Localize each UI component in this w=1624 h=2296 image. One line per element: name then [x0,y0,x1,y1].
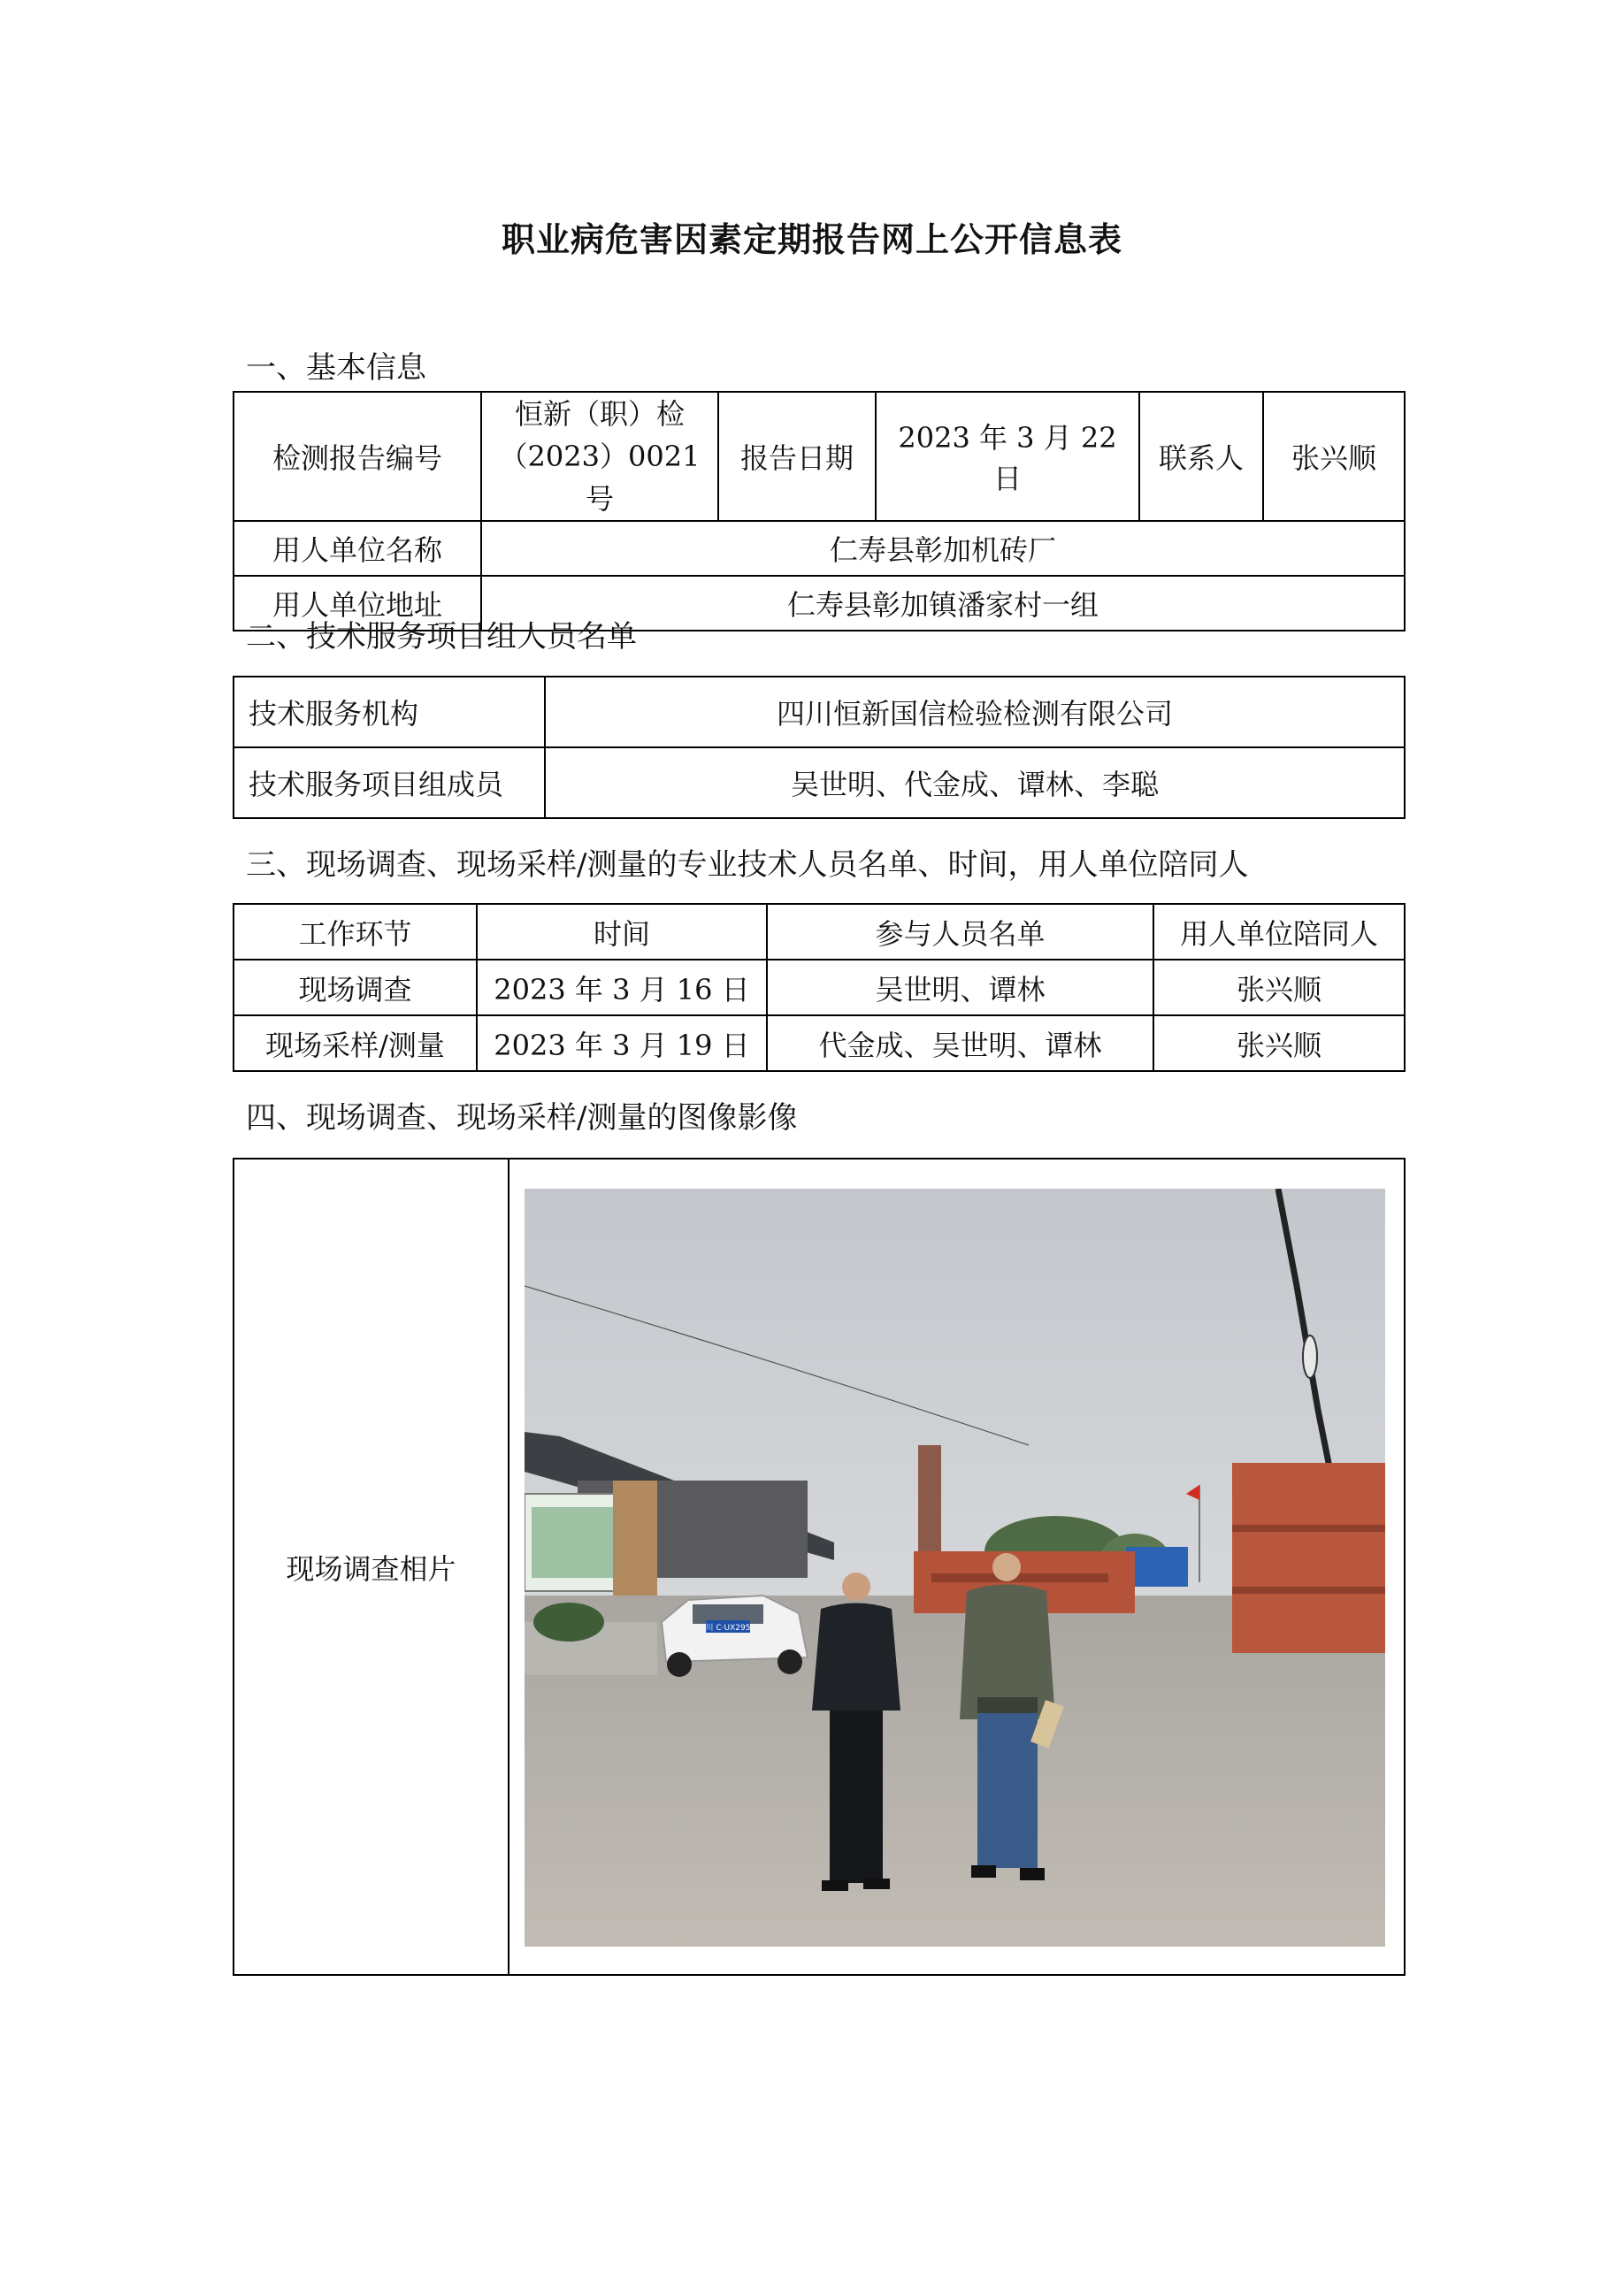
brick-stack-shade [931,1573,1108,1582]
blue-building [1126,1547,1188,1587]
section-basic-info-heading: 一、基本信息 [246,350,426,386]
employer-name-label: 用人单位名称 [234,521,481,576]
members-label: 技术服务项目组成员 [234,747,545,818]
page-title: 职业病危害因素定期报告网上公开信息表 [501,220,1122,259]
employer-address-value: 仁寿县彰加镇潘家村一组 [481,576,1405,631]
report-date-value: 2023 年 3 月 22 日 [876,392,1139,521]
header-cell: 时间 [477,904,767,960]
employer-address-label: 用人单位地址 [234,576,481,631]
section-schedule-heading: 三、现场调查、现场采样/测量的专业技术人员名单、时间，用人单位陪同人 [246,847,1249,883]
table-cell: 现场调查 [234,960,477,1015]
photo-cell [509,1159,1405,1975]
section-photos-heading: 四、现场调查、现场采样/测量的图像影像 [246,1100,798,1136]
table-row [234,1015,1405,1071]
table-cell: 吴世明、谭林 [767,960,1153,1015]
table-row [234,960,1405,1015]
potted-plant [533,1603,604,1642]
team-table [233,676,1406,819]
report-no-line2: （2023）0021 号 [499,440,701,516]
report-date-label: 报告日期 [718,392,876,521]
report-no-label: 检测报告编号 [234,392,481,521]
employer-name-value: 仁寿县彰加机砖厂 [481,521,1405,576]
report-no-line1: 恒新（职）检 [514,397,685,431]
photo-table [233,1158,1406,1976]
table-cell: 张兴顺 [1153,960,1405,1015]
header-cell: 参与人员名单 [767,904,1153,960]
street-lamp [1303,1336,1317,1378]
table-cell: 2023 年 3 月 19 日 [477,1015,767,1071]
basic-info-table [233,391,1406,631]
header-cell: 工作环节 [234,904,477,960]
contact-label: 联系人 [1139,392,1263,521]
brick-stack-shade [1232,1525,1385,1532]
section-team-heading: 二、技术服务项目组人员名单 [246,619,637,654]
table-cell: 现场采样/测量 [234,1015,477,1071]
members-value: 吴世明、代金成、谭林、李聪 [545,747,1405,818]
chimney [918,1445,941,1551]
table-cell: 代金成、吴世明、谭林 [767,1015,1153,1071]
org-value: 四川恒新国信检验检测有限公司 [545,677,1405,747]
table-cell: 张兴顺 [1153,1015,1405,1071]
photo-label: 现场调查相片 [234,1159,509,1975]
license-plate-text: 川 C·UX295 [705,1624,751,1633]
table-cell: 2023 年 3 月 16 日 [477,960,767,1015]
car-wheel [667,1652,692,1677]
car-wheel [778,1649,802,1674]
org-label: 技术服务机构 [234,677,545,747]
site-survey-photo [525,1189,1385,1947]
notice-board-content [532,1507,615,1578]
contact-value: 张兴顺 [1263,392,1405,521]
brick-stack-shade [1232,1587,1385,1594]
brick-stack-right [1232,1463,1385,1653]
report-no-value [481,392,718,521]
header-cell: 用人单位陪同人 [1153,904,1405,960]
schedule-table [233,903,1406,1072]
